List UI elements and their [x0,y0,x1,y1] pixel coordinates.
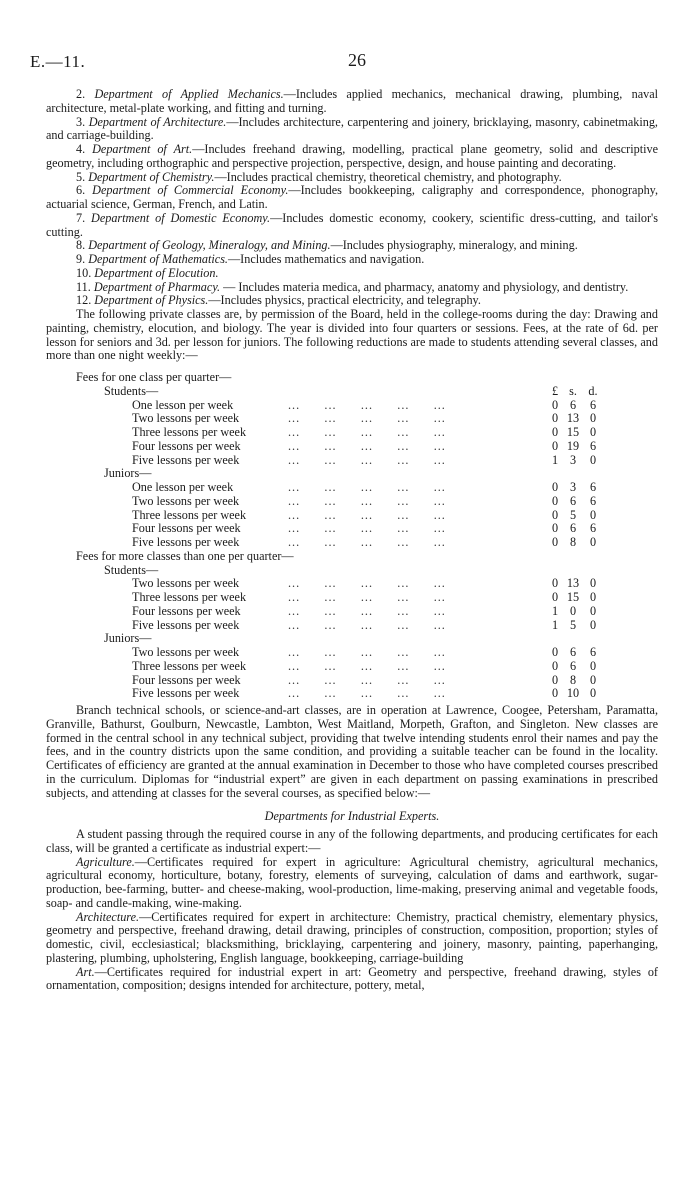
page-body [46,88,658,993]
fee-row-label: Three lessons per week [132,658,247,673]
fee-shillings: 8 [569,672,577,687]
department-number: 5. [76,169,86,184]
fee-pence: 6 [589,645,597,659]
department-description: —Includes physiography, mineralogy, and mining. [330,238,578,253]
leader-dots: ... ... ... ... ... [288,686,446,701]
department-name: Department of Art. [92,142,193,156]
fee-amount [548,536,608,550]
fee-row [46,605,658,619]
fee-row-label: Four lessons per week [132,603,241,618]
fee-pence: 6 [589,521,597,536]
fee-pounds: 0 [551,397,559,412]
fee-row-label: One lesson per week [132,480,234,494]
fee-row-label: Two lessons per week [132,493,240,508]
juniors-heading [46,632,658,646]
fee-row-label: Four lessons per week [132,672,241,687]
fee-row-label: Four lessons per week [132,521,241,536]
leader-dots: ... ... ... ... ... [288,645,446,659]
agriculture-text: —Certificates required for expert in agriculture: Agricultural chemistry, agricultural mechanics, agricultural economy, horticulture, botany, forestry, elements of surveying, calculation of dams and earthwork, sugar-production, bee-farming, butter- and cheese-making, wool-production, lime-making, preserving animal and vegetable foods, soap- and candle-making, wine-making. [46,854,658,910]
fees-more-classes-heading-label: Fees for more classes than one per quarter— [76,548,294,563]
department-number: 2. [76,87,86,101]
fee-amount [548,412,608,426]
fee-pence: 0 [589,590,597,604]
leader-dots: ... ... ... ... ... [288,507,446,522]
department-name: Department of Architecture. [88,114,227,129]
juniors-heading-label: Juniors— [104,631,152,646]
fee-amount [548,509,608,523]
fee-row-label: Five lessons per week [132,452,240,467]
fee-pounds: 0 [551,521,559,536]
fee-pence: 0 [589,672,597,687]
fee-shillings: 6 [569,397,577,412]
fee-row [46,399,658,413]
fee-amount [548,577,608,591]
department-item [46,116,658,144]
department-item [46,171,658,185]
fee-amount [548,481,608,495]
fee-pounds: 0 [551,658,559,673]
leader-dots: ... ... ... ... ... [288,438,446,453]
fee-row-label: Five lessons per week [132,617,240,632]
architecture-title: Architecture. [76,909,140,924]
architecture-paragraph [46,911,658,966]
fee-shillings: 15 [566,425,580,439]
leader-dots: ... ... ... ... ... [288,658,446,673]
fee-shillings: 6 [569,521,577,536]
department-name: Department of Applied Mechanics. [94,87,284,101]
fee-pence: 0 [589,425,597,439]
agriculture-paragraph [46,856,658,911]
agriculture-title: Agriculture. [76,854,135,869]
fee-amount [548,454,608,468]
fee-row [46,440,658,454]
fee-pence: 0 [589,452,597,467]
currency-column-headers [548,385,608,399]
fee-pounds: 0 [551,535,559,549]
page-number: 26 [348,50,366,70]
fee-pounds: 0 [551,686,559,701]
art-title: Art. [76,964,95,979]
industrial-intro-paragraph: A student passing through the required course in any of the following departments, and producing certificates for each class, will be granted a certificate as industrial expert:— [46,827,658,855]
fee-shillings: 15 [566,590,580,604]
fees-one-class-heading [46,371,658,385]
fee-pence: 6 [589,480,597,494]
fee-pence: 0 [589,507,597,522]
leader-dots: ... ... ... ... ... [288,397,446,412]
department-number: 8. [76,238,86,253]
fee-amount [548,522,608,536]
fee-row [46,454,658,468]
fee-pounds: 0 [551,645,559,659]
department-item [46,267,658,281]
department-description: —Includes practical chemistry, theoretical chemistry, and photography. [214,169,562,184]
fee-shillings: 8 [569,535,577,549]
fee-shillings: 6 [569,493,577,508]
fee-amount [548,591,608,605]
fee-row-label: One lesson per week [132,397,234,412]
department-number: 6. [76,183,86,198]
fee-shillings: 6 [569,645,577,659]
leader-dots: ... ... ... ... ... [288,521,446,536]
department-list [46,88,658,308]
leader-dots: ... ... ... ... ... [288,576,446,591]
fee-pounds: 1 [551,603,559,618]
leader-dots: ... ... ... ... ... [288,617,446,632]
fee-amount [548,646,608,660]
fee-row [46,426,658,440]
department-description: —Includes mathematics and navigation. [227,252,425,266]
department-name: Department of Elocution. [94,265,219,280]
fee-amount [548,605,608,619]
fee-pounds: 0 [551,411,559,426]
currency-column-header: s. [569,383,577,398]
department-item [46,253,658,267]
fee-amount [548,440,608,454]
students-heading [46,564,658,578]
department-number: 11. [76,279,91,294]
fee-shillings: 13 [566,411,580,426]
fee-shillings: 10 [566,686,580,701]
fees-more-classes-heading [46,550,658,564]
department-number: 7. [76,210,86,225]
fee-pounds: 0 [551,576,559,591]
department-item [46,239,658,253]
department-description: —Includes applied mechanics, mechanical drawing, plumbing, naval architecture, metal-plate working, and fitting and turning. [46,87,658,115]
fee-shillings: 3 [569,480,577,494]
architecture-text: —Certificates required for expert in architecture: Chemistry, practical chemistry, elementary physics, geometry and perspective, freehand drawing, detail drawing, principles of construction, composition, proportion; styles of domestic, civil, ecclesiastical; blacksmithing, bricklaying, carpentering and joinery, masonry, painting, paperhanging, plastering, plumbing, upholstering, English language, bookkeeping, carriage-building [46,909,658,965]
fee-shillings: 5 [569,507,577,522]
department-item [46,143,658,171]
fee-shillings: 6 [569,658,577,673]
students-heading [46,385,658,399]
department-item [46,281,658,295]
department-name: Department of Domestic Economy. [91,210,271,225]
fee-row [46,591,658,605]
fee-row-label: Three lessons per week [132,425,247,439]
fee-row-label: Five lessons per week [132,686,240,701]
department-number: 10. [76,265,92,280]
department-name: Department of Physics. [94,293,209,308]
fee-pence: 0 [589,576,597,591]
department-description: — Includes materia medica, and pharmacy, anatomy and physiology, and dentistry. [220,279,629,294]
fee-shillings: 5 [569,617,577,632]
department-number: 12. [76,293,92,308]
department-item [46,184,658,212]
department-description: —Includes physics, practical electricity, and telegraphy. [208,293,481,308]
fee-row-label: Three lessons per week [132,590,247,604]
students-heading-label: Students— [104,562,159,577]
fee-row [46,577,658,591]
department-item [46,212,658,240]
fee-shillings: 13 [566,576,580,591]
fee-pence: 0 [589,411,597,426]
department-number: 9. [76,252,86,266]
fee-pounds: 0 [551,425,559,439]
fee-pounds: 0 [551,438,559,453]
fee-pence: 0 [589,535,597,549]
fee-pounds: 1 [551,617,559,632]
fee-row [46,509,658,523]
fee-pence: 0 [589,617,597,632]
fee-row [46,619,658,633]
art-text: —Certificates required for industrial expert in art: Geometry and perspective, freehand drawing, styles of ornamentation, composition; designs intended for architecture, pottery, metal, [46,964,658,993]
fee-amount [548,495,608,509]
leader-dots: ... ... ... ... ... [288,672,446,687]
fee-pence: 6 [589,438,597,453]
department-item [46,294,658,308]
leader-dots: ... ... ... ... ... [288,590,446,604]
fee-amount [548,660,608,674]
department-name: Department of Pharmacy. [93,279,221,294]
fee-row [46,646,658,660]
department-name: Department of Geology, Mineralogy, and Mining. [88,238,331,253]
fee-row-label: Five lessons per week [132,535,240,549]
fee-amount [548,426,608,440]
fee-pence: 0 [589,603,597,618]
fee-row-label: Three lessons per week [132,507,247,522]
document-reference: E.—11. [30,52,86,71]
fees-one-class-heading-label: Fees for one class per quarter— [76,370,232,384]
department-description: —Includes architecture, carpentering and joinery, bricklaying, masonry, cabinetmaking, and carriage-building. [46,114,658,143]
department-item [46,88,658,116]
fee-pence: 0 [589,658,597,673]
department-name: Department of Mathematics. [88,252,228,266]
fee-shillings: 3 [569,452,577,467]
fee-pence: 6 [589,397,597,412]
fee-row-label: Two lessons per week [132,411,240,426]
fee-row [46,687,658,701]
industrial-experts-heading: Departments for Industrial Experts. [264,809,440,824]
department-number: 3. [76,114,86,129]
fee-row [46,495,658,509]
fee-row [46,536,658,550]
fee-pence: 0 [589,686,597,701]
page-header [30,52,664,76]
fee-pounds: 0 [551,672,559,687]
fee-amount [548,399,608,413]
leader-dots: ... ... ... ... ... [288,493,446,508]
fees-table [46,371,658,701]
leader-dots: ... ... ... ... ... [288,535,446,549]
fee-pence: 6 [589,493,597,508]
leader-dots: ... ... ... ... ... [288,480,446,494]
fee-row-label: Two lessons per week [132,645,240,659]
juniors-heading-label: Juniors— [104,466,152,481]
department-description: —Includes bookkeeping, caligraphy and correspondence, phonography, actuarial science, German, French, and Latin. [46,183,659,211]
private-classes-paragraph: The following private classes are, by permission of the Board, held in the college-rooms during the day: Drawing and painting, chemistry, elocution, and biology. The year is divided into four quarters or sessions. Fees, at the rate of 6d. per lesson for seniors and 3d. per lesson for juniors. The following reductions are made to students attending several classes, and more than one night weekly:— [46,307,658,363]
leader-dots: ... ... ... ... ... [288,411,446,426]
fee-pounds: 0 [551,507,559,522]
currency-column-header: d. [588,383,598,398]
fee-shillings: 19 [566,438,580,453]
department-description: —Includes domestic economy, cookery, scientific dress-cutting, and tailor's cutting. [46,210,658,239]
fee-shillings: 0 [569,603,577,618]
fee-pounds: 0 [551,480,559,494]
fee-row [46,481,658,495]
department-number: 4. [76,142,86,156]
fee-amount [548,674,608,688]
juniors-heading [46,467,658,481]
fee-row [46,522,658,536]
fee-row-label: Two lessons per week [132,576,240,591]
branch-schools-paragraph: Branch technical schools, or science-and-art classes, are in operation at Lawrence, Coogee, Petersham, Paramatta, Granville, Bathurst, Goulburn, Newcastle, Lambton, West Maitland, Morpeth, Grafton, and Singleton. New classes are formed in the central school in any technical subject, providing that twelve intending students enrol their names and pay the fees, and in the country districts upon the same condition, and providing a suitable teacher can be found in the locality. Certificates of efficiency are granted at the annual examination in December to those who have completed courses prescribed in the curriculum. Diplomas for “industrial expert” are given in each department on passing examinations in prescribed subjects, and attending at classes for the several courses, as specified below:— [46,703,658,800]
students-heading-label: Students— [104,383,159,398]
fee-pounds: 0 [551,590,559,604]
leader-dots: ... ... ... ... ... [288,603,446,618]
currency-column-header: £ [551,383,559,398]
fee-pounds: 0 [551,493,559,508]
fee-pounds: 1 [551,452,559,467]
fee-amount [548,619,608,633]
fee-row [46,660,658,674]
fee-row [46,412,658,426]
leader-dots: ... ... ... ... ... [288,452,446,467]
department-name: Department of Chemistry. [88,169,215,184]
fee-row-label: Four lessons per week [132,438,241,453]
leader-dots: ... ... ... ... ... [288,425,446,439]
fee-amount [548,687,608,701]
department-description: —Includes freehand drawing, modelling, practical plane geometry, solid and descriptive geometry, including orthographic and perspective projection, perspective, design, and house painting and decorating. [46,142,658,170]
department-name: Department of Commercial Economy. [92,183,289,198]
fee-row [46,674,658,688]
art-paragraph [46,966,658,994]
